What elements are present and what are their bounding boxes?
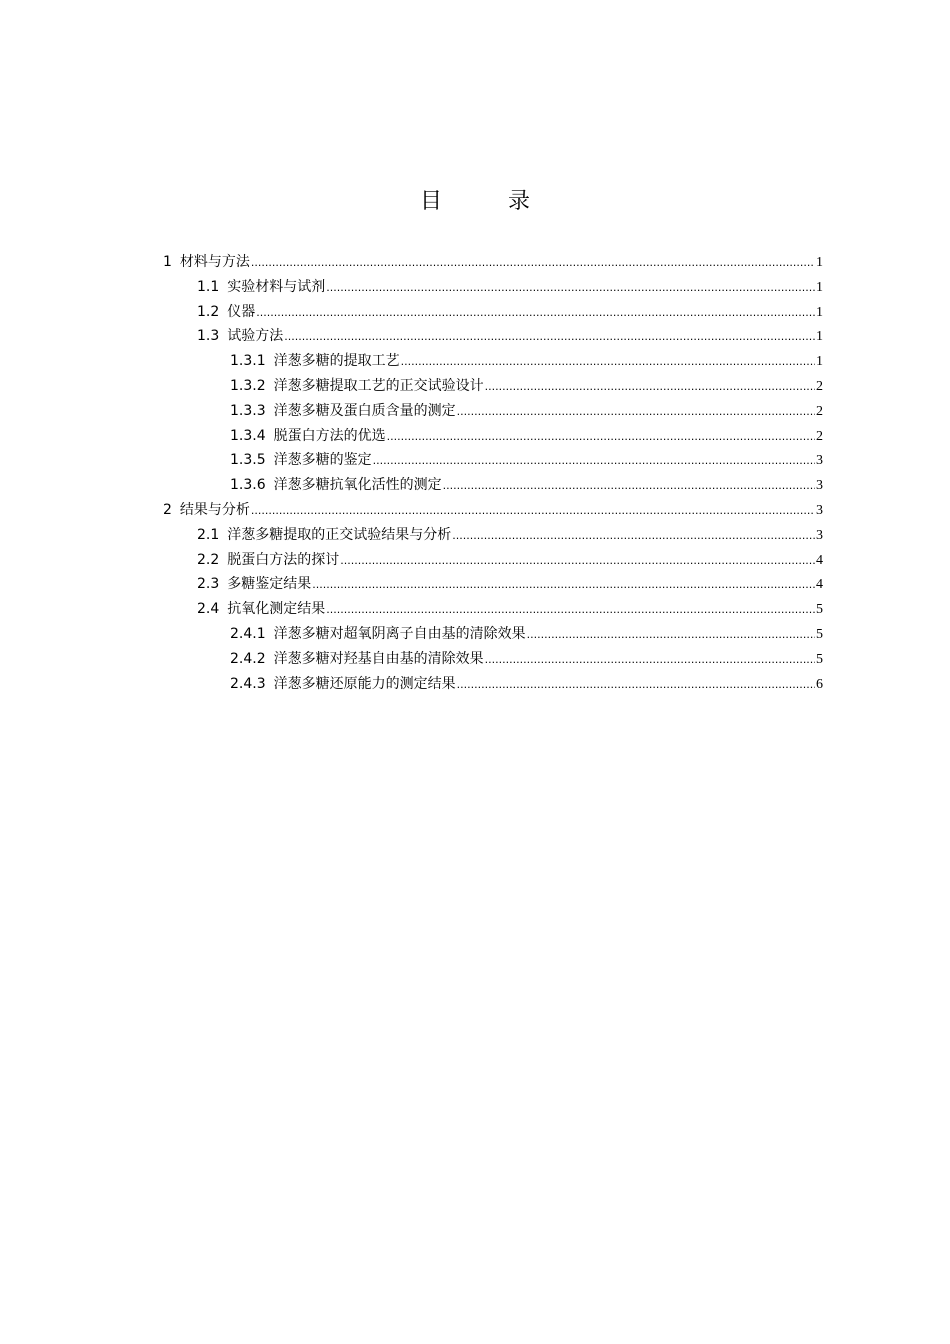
toc-entry-page-number: 1 (816, 329, 823, 345)
toc-entry-title: 多糖鉴定结果 (227, 576, 312, 593)
toc-entry-number: 2.1 (197, 526, 220, 543)
toc-entry[interactable] (163, 424, 823, 449)
toc-entry-number: 2.4.3 (230, 675, 266, 692)
toc-entry-number: 1.3.4 (230, 427, 266, 444)
toc-entry-title: 结果与分析 (179, 501, 250, 518)
toc-entry-page-number: 2 (816, 378, 823, 394)
toc-dot-leader (457, 400, 815, 425)
toc-entry-page-number: 5 (816, 651, 823, 667)
toc-dot-leader (251, 499, 815, 524)
toc-entry-title: 洋葱多糖还原能力的测定结果 (273, 675, 456, 692)
toc-dot-leader (443, 474, 815, 499)
toc-dot-leader (401, 350, 815, 375)
toc-entry-page-number: 1 (816, 279, 823, 295)
toc-entry[interactable] (163, 399, 823, 424)
toc-entry-page-number: 2 (816, 403, 823, 419)
toc-entry-number: 1.3.2 (230, 377, 266, 394)
toc-entry-number: 1.3.6 (230, 477, 266, 494)
toc-entry-title: 洋葱多糖提取的正交试验结果与分析 (227, 526, 452, 543)
toc-dot-leader (256, 301, 815, 326)
toc-dot-leader (340, 549, 815, 574)
toc-entry-page-number: 3 (816, 502, 823, 518)
toc-entry-number: 2.4.2 (230, 650, 266, 667)
toc-dot-leader (251, 251, 815, 276)
toc-entry-page-number: 4 (816, 577, 823, 593)
toc-entry-page-number: 5 (816, 602, 823, 618)
toc-dot-leader (387, 425, 815, 450)
toc-entry-page-number: 3 (816, 453, 823, 469)
toc-dot-leader (326, 598, 815, 623)
toc-title: 目 录 (419, 189, 552, 214)
toc-entry-title: 脱蛋白方法的优选 (273, 427, 386, 444)
toc-entry-number: 1.3.1 (230, 353, 266, 370)
toc-entry[interactable] (163, 672, 823, 697)
toc-entry-title: 洋葱多糖对超氧阴离子自由基的清除效果 (273, 625, 526, 642)
toc-entry-number: 2.4.1 (230, 625, 266, 642)
toc-entry-page-number: 1 (816, 354, 823, 370)
toc-dot-leader (312, 573, 815, 598)
toc-entry[interactable] (163, 448, 823, 473)
toc-entry[interactable] (163, 300, 823, 325)
toc-entry-number: 1.3 (197, 328, 220, 345)
toc-entry-number: 2 (163, 501, 172, 518)
toc-entry-title: 抗氧化测定结果 (227, 601, 326, 618)
toc-entry-title: 洋葱多糖的鉴定 (273, 452, 372, 469)
toc-entry-title: 实验材料与试剂 (227, 278, 326, 295)
toc-entry-title: 洋葱多糖及蛋白质含量的测定 (273, 402, 456, 419)
toc-entry-title: 洋葱多糖提取工艺的正交试验设计 (273, 377, 484, 394)
toc-entry-title: 洋葱多糖抗氧化活性的测定 (273, 477, 442, 494)
toc-entry-title: 脱蛋白方法的探讨 (227, 551, 340, 568)
toc-entry-page-number: 3 (816, 478, 823, 494)
toc-entry-number: 1.1 (197, 278, 220, 295)
toc-entry[interactable] (163, 523, 823, 548)
toc-entry-page-number: 1 (816, 304, 823, 320)
toc-entry-number: 1 (163, 254, 172, 270)
toc-entry-title: 洋葱多糖对羟基自由基的清除效果 (273, 650, 484, 667)
toc-entry-page-number: 5 (816, 626, 823, 642)
toc-entry[interactable] (163, 324, 823, 349)
toc-entry-number: 2.2 (197, 551, 220, 568)
toc-entry[interactable] (163, 572, 823, 597)
toc-entry[interactable] (163, 597, 823, 622)
toc-entry-page-number: 6 (816, 676, 823, 692)
toc-entry-number: 1.2 (197, 303, 220, 320)
toc-entry-title: 洋葱多糖的提取工艺 (273, 353, 400, 370)
toc-entry[interactable] (163, 548, 823, 573)
toc-dot-leader (527, 623, 815, 648)
toc-dot-leader (457, 673, 815, 698)
toc-dot-leader (485, 648, 815, 673)
toc-entry-page-number: 2 (816, 428, 823, 444)
toc-entry-page-number: 4 (816, 552, 823, 568)
table-of-contents (163, 250, 823, 696)
toc-entry[interactable] (163, 349, 823, 374)
toc-entry-title: 材料与方法 (179, 254, 250, 270)
toc-dot-leader (452, 524, 815, 549)
toc-dot-leader (284, 325, 815, 350)
toc-entry-page-number: 1 (816, 255, 823, 270)
toc-entry[interactable] (163, 250, 823, 275)
toc-entry[interactable] (163, 647, 823, 672)
toc-entry-page-number: 3 (816, 527, 823, 543)
toc-entry[interactable] (163, 275, 823, 300)
toc-entry-number: 1.3.3 (230, 402, 266, 419)
toc-entry[interactable] (163, 473, 823, 498)
toc-dot-leader (373, 449, 815, 474)
toc-entry-number: 2.3 (197, 576, 220, 593)
toc-entry-number: 1.3.5 (230, 452, 266, 469)
toc-entry[interactable] (163, 498, 823, 523)
toc-entry-number: 2.4 (197, 601, 220, 618)
toc-entry-title: 仪器 (227, 303, 256, 320)
toc-entry[interactable] (163, 622, 823, 647)
toc-entry-title: 试验方法 (227, 328, 284, 345)
toc-dot-leader (326, 276, 815, 301)
toc-entry[interactable] (163, 374, 823, 399)
toc-dot-leader (485, 375, 815, 400)
